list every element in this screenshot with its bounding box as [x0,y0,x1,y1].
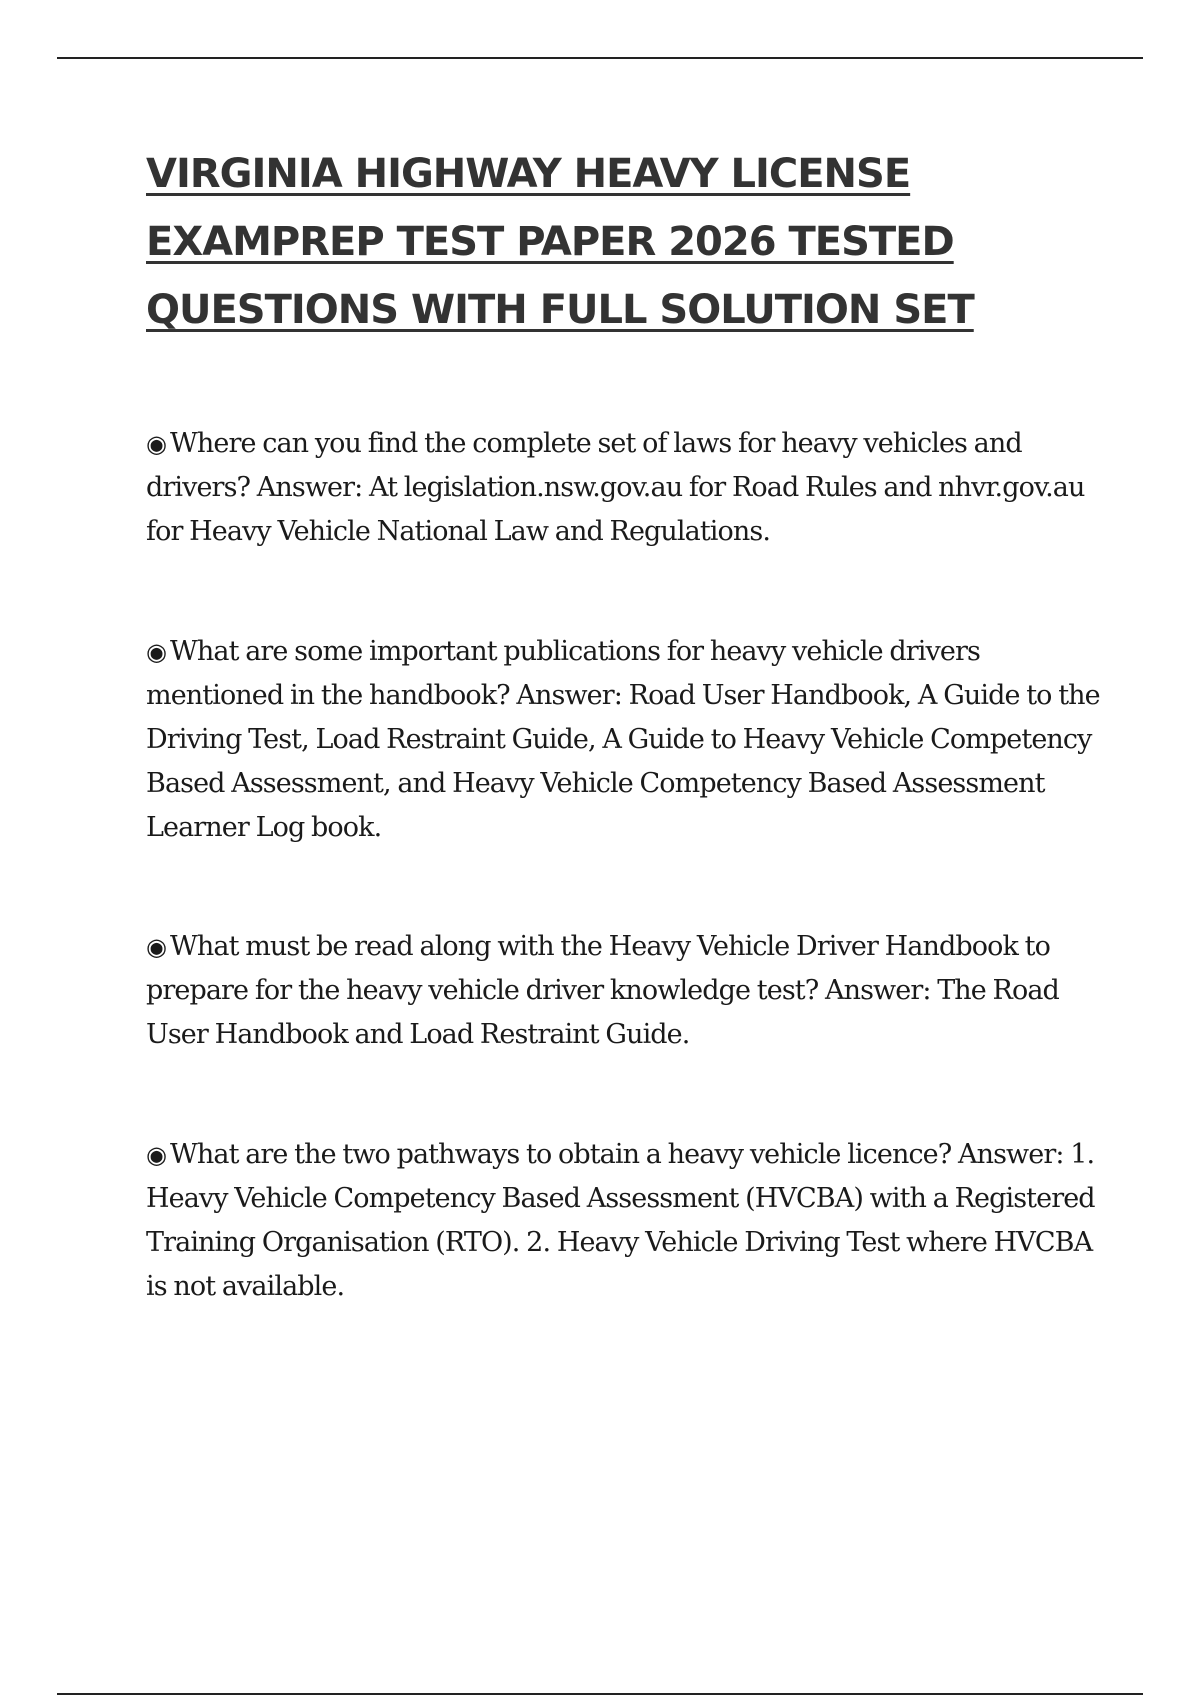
question-item [146,925,1101,1057]
title-line: VIRGINIA HIGHWAY HEAVY LICENSE [146,151,911,197]
question-item [146,630,1101,850]
question-item [146,422,1101,554]
document-title [146,140,1126,344]
question-answer-text: Where can you find the complete set of laws for heavy vehicles and drivers? Answer: At legislation.nsw.gov.au for Road Rules and nhvr.gov.au for Heavy Vehicle National Law and Regulations. [146,428,1085,547]
question-answer-text: What are some important publications for heavy vehicle drivers mentioned in the handbook? Answer: Road User Handbook, A Guide to the Driving Test, Load Restraint Guide, A Guide to Heavy Vehicle Competency Based Assessment, and Heavy Vehicle Competency Based Assessment Learner Log book. [146,636,1100,843]
radio-bullet-icon: ◉ [146,1141,167,1169]
title-line: EXAMPREP TEST PAPER 2026 TESTED [146,219,954,265]
question-item [146,1133,1101,1309]
bottom-divider [57,1693,1143,1695]
radio-bullet-icon: ◉ [146,933,167,961]
question-answer-text: What must be read along with the Heavy Vehicle Driver Handbook to prepare for the heavy vehicle driver knowledge test? Answer: The Road User Handbook and Load Restraint Guide. [146,931,1059,1050]
question-answer-text: What are the two pathways to obtain a heavy vehicle licence? Answer: 1. Heavy Vehicle Competency Based Assessment (HVCBA) with a Registered Training Organisation (RTO). 2. Heavy Vehicle Driving Test where HVCBA is not available. [146,1139,1095,1302]
radio-bullet-icon: ◉ [146,430,167,458]
title-line: QUESTIONS WITH FULL SOLUTION SET [146,287,974,333]
radio-bullet-icon: ◉ [146,638,167,666]
top-divider [57,57,1143,59]
